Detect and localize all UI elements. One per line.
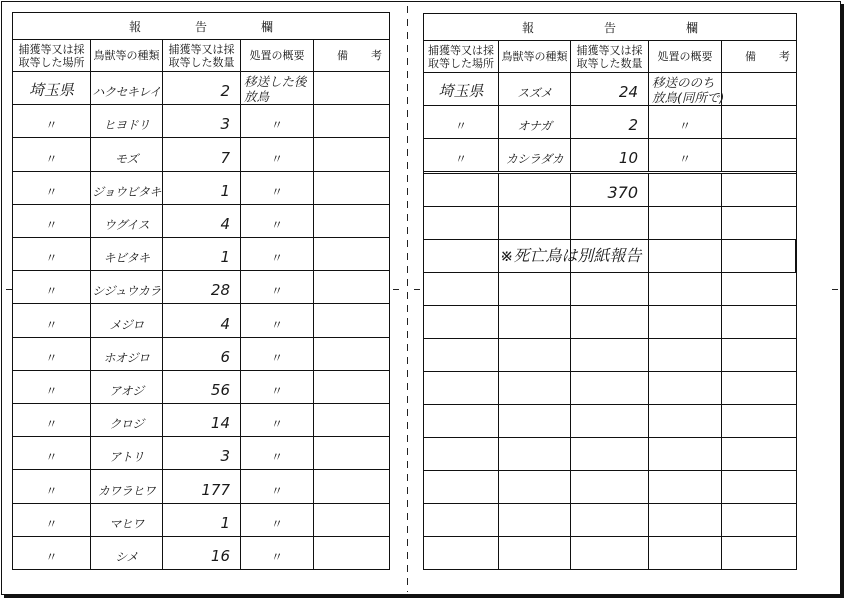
- ditto-mark: 〃: [45, 350, 58, 365]
- table-row: [13, 205, 389, 238]
- cell-species: [499, 207, 571, 239]
- cell-quantity: [163, 271, 241, 303]
- ditto-mark: 〃: [454, 119, 467, 133]
- cell-action: [649, 207, 722, 239]
- column-header-line: 備考: [337, 49, 405, 62]
- fold-mark: [414, 289, 420, 290]
- column-header-line: 捕獲等又は採: [18, 42, 85, 56]
- cell-species: [499, 339, 571, 371]
- column-header-line: 取等した数量: [168, 55, 235, 69]
- cell-action: [649, 537, 722, 569]
- cell-remarks: [314, 470, 389, 502]
- cell-value: シメ: [115, 550, 138, 565]
- column-header-species: [499, 41, 571, 72]
- cell-remarks: [314, 404, 389, 436]
- cell-action: [649, 372, 722, 404]
- cell-value: 24: [618, 83, 638, 101]
- cell-action: [649, 174, 722, 206]
- cell-quantity: [163, 72, 241, 104]
- table-row: [424, 207, 796, 240]
- cell-species: [91, 271, 163, 303]
- cell-value: 埼玉県: [438, 82, 484, 100]
- cell-quantity: [163, 172, 241, 204]
- cell-quantity: [163, 304, 241, 336]
- cell-location: [13, 205, 91, 237]
- cell-quantity: [571, 405, 649, 437]
- cell-value: スズメ: [517, 86, 552, 100]
- cell-remarks: [722, 106, 796, 138]
- cell-value: オナガ: [517, 119, 552, 133]
- cell-remarks: [314, 271, 389, 303]
- cell-location: [13, 371, 91, 403]
- cell-value: メジロ: [109, 317, 144, 332]
- ditto-mark: 〃: [270, 118, 283, 133]
- cell-value: 3: [220, 115, 230, 134]
- form-title: 報告欄: [424, 14, 796, 41]
- cell-quantity: [163, 404, 241, 436]
- cell-location: [13, 404, 91, 436]
- ditto-mark: 〃: [45, 483, 58, 498]
- cell-remarks: [722, 537, 796, 569]
- cell-location: [13, 72, 91, 104]
- cell-location: [424, 139, 499, 171]
- column-header-line: 捕獲等又は採: [428, 43, 494, 57]
- cell-remarks: [722, 207, 796, 239]
- cell-value: 14: [210, 414, 230, 433]
- cell-location: [424, 339, 499, 371]
- cell-action: [649, 504, 722, 536]
- cell-quantity: [163, 371, 241, 403]
- column-header-action: [241, 40, 314, 71]
- column-header-quantity: [163, 40, 241, 71]
- cell-species: [91, 105, 163, 137]
- table-row: [13, 105, 389, 138]
- ditto-mark: 〃: [45, 550, 58, 565]
- cell-location: [13, 238, 91, 270]
- column-header-line: 取等した数量: [576, 56, 643, 70]
- cell-quantity: [571, 471, 649, 503]
- ditto-mark: 〃: [45, 218, 58, 233]
- cell-remarks: [722, 240, 796, 272]
- cell-action: [649, 106, 722, 138]
- cell-value: 3: [220, 447, 230, 466]
- cell-quantity: [163, 238, 241, 270]
- cell-remarks: [722, 139, 796, 171]
- table-row: [13, 138, 389, 171]
- cell-remarks: [314, 72, 389, 104]
- cell-value: ヒヨドリ: [103, 118, 150, 133]
- cell-species: [91, 404, 163, 436]
- fold-mark: [393, 289, 399, 290]
- cell-action: [241, 504, 314, 536]
- column-header-line: 処置の概要: [249, 49, 305, 62]
- ditto-mark: 〃: [45, 151, 58, 166]
- cell-species: [499, 504, 571, 536]
- cell-location: [424, 537, 499, 569]
- ditto-mark: 〃: [45, 384, 58, 399]
- table-row: [13, 504, 389, 537]
- cell-action: [649, 273, 722, 305]
- cell-action: [241, 271, 314, 303]
- cell-remarks: [722, 174, 796, 206]
- cell-quantity: [163, 338, 241, 370]
- cell-species: [91, 238, 163, 270]
- cell-action: [649, 438, 722, 470]
- cell-remarks: [722, 73, 796, 105]
- cell-action: [241, 371, 314, 403]
- cell-species: [91, 172, 163, 204]
- cell-remarks: [314, 338, 389, 370]
- cell-quantity: [571, 504, 649, 536]
- cell-value: 28: [210, 281, 230, 300]
- table-body: [424, 73, 796, 569]
- cell-species: [91, 304, 163, 336]
- center-fold-line: [407, 6, 408, 592]
- cell-species: [91, 138, 163, 170]
- table-row: [13, 304, 389, 337]
- cell-species: [499, 438, 571, 470]
- column-header-line: 捕獲等又は採: [576, 43, 643, 57]
- cell-action: [241, 304, 314, 336]
- ditto-mark: 〃: [270, 151, 283, 166]
- cell-quantity: [163, 138, 241, 170]
- cell-species: [91, 371, 163, 403]
- cell-value: ウグイス: [103, 218, 150, 233]
- cell-species: [499, 405, 571, 437]
- cell-species: [91, 338, 163, 370]
- ditto-mark: 〃: [270, 184, 283, 199]
- table-row: [13, 271, 389, 304]
- cell-quantity: [163, 470, 241, 502]
- cell-quantity: [571, 306, 649, 338]
- cell-value: ジョウビタキ: [92, 184, 161, 199]
- cell-line: 放鳥: [244, 89, 270, 104]
- cell-value: モズ: [114, 151, 138, 166]
- cell-quantity: [163, 437, 241, 469]
- ditto-mark: 〃: [270, 516, 283, 531]
- cell-species: [499, 106, 571, 138]
- cell-remarks: [314, 504, 389, 536]
- cell-action: [241, 437, 314, 469]
- column-header-action: [649, 41, 722, 72]
- cell-value: ホオジロ: [103, 350, 150, 365]
- cell-location: [13, 304, 91, 336]
- cell-action: [649, 339, 722, 371]
- column-header-line: 取等した場所: [18, 55, 85, 69]
- cell-quantity: [571, 537, 649, 569]
- cell-action: [241, 72, 314, 104]
- cell-value: キビタキ: [103, 251, 150, 266]
- cell-value: 7: [220, 148, 230, 167]
- cell-value: 56: [210, 381, 230, 400]
- cell-location: [424, 372, 499, 404]
- cell-action: [241, 105, 314, 137]
- table-body: [13, 72, 389, 569]
- cell-location: [424, 73, 499, 105]
- ditto-mark: 〃: [270, 251, 283, 266]
- cell-species: [91, 437, 163, 469]
- cell-location: [13, 338, 91, 370]
- report-form-left: [12, 12, 405, 570]
- cell-action: [649, 405, 722, 437]
- cell-value: 埼玉県: [28, 81, 74, 100]
- cell-remarks: [722, 372, 796, 404]
- ditto-mark: 〃: [45, 317, 58, 332]
- table-row: [424, 504, 796, 537]
- ditto-mark: 〃: [454, 152, 467, 166]
- table-row: [424, 372, 796, 405]
- cell-remarks: [314, 238, 389, 270]
- cell-quantity: [571, 339, 649, 371]
- column-header-species: [91, 40, 163, 71]
- ditto-mark: 〃: [45, 417, 58, 432]
- cell-remarks: [722, 471, 796, 503]
- cell-action: [241, 205, 314, 237]
- column-header-line: 鳥獣等の種類: [93, 49, 160, 62]
- cell-remarks: [314, 537, 389, 569]
- cell-value: 2: [628, 116, 638, 134]
- form-title: 報告欄: [13, 13, 389, 40]
- cell-value: 177: [201, 480, 230, 499]
- table-row: [424, 240, 796, 273]
- cell-remarks: [722, 306, 796, 338]
- cell-species: [499, 537, 571, 569]
- ditto-mark: 〃: [45, 118, 58, 133]
- cell-remarks: [314, 437, 389, 469]
- cell-location: [424, 504, 499, 536]
- cell-quantity: [571, 372, 649, 404]
- cell-remarks: [722, 339, 796, 371]
- ditto-mark: 〃: [270, 450, 283, 465]
- cell-location: [13, 172, 91, 204]
- cell-location: [424, 306, 499, 338]
- column-header-line: 備考: [745, 50, 813, 63]
- cell-action: [649, 306, 722, 338]
- cell-species: [499, 306, 571, 338]
- cell-species: [499, 73, 571, 105]
- column-header-line: 取等した場所: [428, 56, 494, 70]
- cell-value: 10: [618, 149, 638, 167]
- cell-action: [241, 172, 314, 204]
- ditto-mark: 〃: [45, 516, 58, 531]
- cell-value: 1: [220, 181, 230, 200]
- table-row: [424, 273, 796, 306]
- table-row: [424, 174, 796, 207]
- table-row: [424, 139, 796, 174]
- cell-value: 1: [220, 513, 230, 532]
- cell-species: [91, 470, 163, 502]
- cell-action: [649, 471, 722, 503]
- cell-action: [241, 338, 314, 370]
- table-row: [424, 537, 796, 569]
- cell-value: マヒワ: [109, 516, 144, 531]
- table-row: [424, 306, 796, 339]
- cell-value: カシラダカ: [505, 152, 564, 166]
- cell-value: 2: [220, 82, 230, 101]
- ditto-mark: 〃: [270, 317, 283, 332]
- cell-remarks: [722, 438, 796, 470]
- note-dead-birds: ※死亡鳥は別紙報告: [500, 246, 642, 265]
- cell-location: [424, 240, 499, 272]
- cell-species: [499, 174, 571, 206]
- column-header-line: 鳥獣等の種類: [501, 50, 568, 63]
- cell-species: [499, 273, 571, 305]
- column-header-location: [424, 41, 499, 72]
- cell-location: [13, 271, 91, 303]
- cell-remarks: [314, 105, 389, 137]
- total-quantity: 370: [607, 183, 638, 202]
- table-row: [424, 438, 796, 471]
- column-header-remarks: [314, 40, 405, 71]
- cell-action: [241, 404, 314, 436]
- cell-quantity: [571, 73, 649, 105]
- cell-value: アトリ: [109, 450, 144, 465]
- ditto-mark: 〃: [45, 184, 58, 199]
- cell-quantity: [571, 207, 649, 239]
- ditto-mark: 〃: [270, 483, 283, 498]
- ditto-mark: 〃: [270, 550, 283, 565]
- cell-quantity: [571, 273, 649, 305]
- column-header-line: 処置の概要: [657, 50, 713, 63]
- cell-species: [499, 372, 571, 404]
- column-header-row: [13, 40, 405, 72]
- cell-action: [649, 139, 722, 171]
- cell-value: 1: [220, 248, 230, 267]
- cell-remarks: [314, 138, 389, 170]
- cell-value: 16: [210, 547, 230, 566]
- cell-value: 4: [220, 215, 230, 234]
- table-row: [424, 339, 796, 372]
- table-row: [13, 371, 389, 404]
- table-row: [424, 405, 796, 438]
- table-row: [13, 437, 389, 470]
- cell-species: [91, 537, 163, 569]
- cell-species: [91, 72, 163, 104]
- cell-action: [241, 238, 314, 270]
- cell-quantity: [571, 139, 649, 171]
- cell-location: [424, 405, 499, 437]
- cell-location: [13, 504, 91, 536]
- ditto-mark: 〃: [45, 284, 58, 299]
- table-row: [13, 338, 389, 371]
- cell-location: [424, 438, 499, 470]
- cell-action: [241, 537, 314, 569]
- column-header-remarks: [722, 41, 813, 72]
- cell-remarks: [722, 504, 796, 536]
- cell-location: [424, 471, 499, 503]
- ditto-mark: 〃: [270, 284, 283, 299]
- cell-line: 放鳥(同所で): [652, 90, 725, 105]
- cell-remarks: [314, 304, 389, 336]
- cell-species: [499, 471, 571, 503]
- ditto-mark: 〃: [45, 450, 58, 465]
- column-header-location: [13, 40, 91, 71]
- cell-location: [13, 470, 91, 502]
- table-row: [13, 537, 389, 569]
- cell-quantity: [163, 105, 241, 137]
- cell-location: [13, 537, 91, 569]
- cell-location: [13, 138, 91, 170]
- table-row: [13, 72, 389, 105]
- table-row: [424, 106, 796, 139]
- cell-line: 移送ののち: [652, 75, 715, 90]
- cell-quantity: [163, 504, 241, 536]
- cell-value: クロジ: [109, 417, 144, 432]
- cell-quantity: [571, 106, 649, 138]
- ditto-mark: 〃: [270, 350, 283, 365]
- ditto-mark: 〃: [270, 218, 283, 233]
- cell-value: ハクセキレイ: [92, 85, 161, 100]
- table-row: [424, 73, 796, 106]
- cell-species: [91, 205, 163, 237]
- cell-remarks: [722, 273, 796, 305]
- cell-location: [13, 437, 91, 469]
- fold-mark: [832, 289, 838, 290]
- cell-action: [241, 470, 314, 502]
- table-row: [13, 404, 389, 437]
- cell-remarks: [314, 205, 389, 237]
- column-header-row: [424, 41, 813, 73]
- cell-action: [649, 73, 725, 105]
- ditto-mark: 〃: [45, 251, 58, 266]
- cell-location: [424, 273, 499, 305]
- ditto-mark: 〃: [678, 119, 691, 133]
- ditto-mark: 〃: [678, 152, 691, 166]
- cell-quantity: [163, 537, 241, 569]
- table-row: [13, 172, 389, 205]
- cell-species: [91, 504, 163, 536]
- cell-quantity: [163, 205, 241, 237]
- cell-remarks: [314, 172, 389, 204]
- cell-location: [424, 207, 499, 239]
- cell-location: [424, 106, 499, 138]
- cell-location: [13, 105, 91, 137]
- cell-value: カワラヒワ: [97, 483, 156, 498]
- column-header-line: 捕獲等又は採: [168, 42, 235, 56]
- cell-value: アオジ: [109, 384, 144, 399]
- table-row: [13, 238, 389, 271]
- cell-quantity: [571, 174, 649, 206]
- cell-line: 移送した後: [244, 74, 307, 89]
- table-row: [13, 470, 389, 503]
- cell-quantity: [571, 438, 649, 470]
- cell-action: [241, 138, 314, 170]
- cell-remarks: [722, 405, 796, 437]
- ditto-mark: 〃: [270, 417, 283, 432]
- cell-value: シジュウカラ: [92, 284, 161, 299]
- cell-value: 6: [220, 347, 230, 366]
- ditto-mark: 〃: [270, 384, 283, 399]
- report-form-right: [423, 13, 813, 570]
- cell-location: [424, 174, 499, 206]
- cell-value: 4: [220, 314, 230, 333]
- cell-remarks: [314, 371, 389, 403]
- column-header-quantity: [571, 41, 649, 72]
- cell-species: [499, 139, 571, 171]
- cell-action: [649, 240, 722, 272]
- table-row: [424, 471, 796, 504]
